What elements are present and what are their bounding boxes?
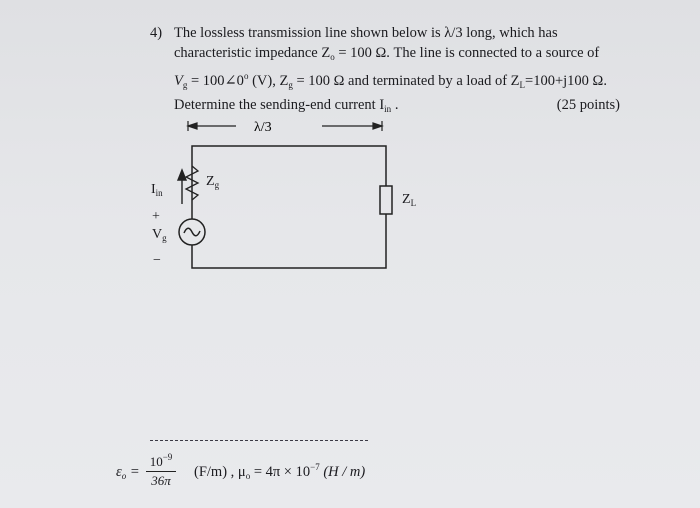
- current-arrow: [178, 170, 186, 204]
- plus-sign: +: [152, 209, 160, 224]
- points-label: (25 points): [556, 96, 620, 113]
- mu-expression: (F/m) , $\mu_o = 4\pi \times 10^{-7}$ (H / m): [194, 462, 366, 481]
- question-number: 4): [150, 25, 163, 41]
- length-dimension-arrow: [188, 121, 382, 131]
- problem-line-2: characteristic impedance $Z_o = 100$ Ω. The line is connected to a source of: [174, 44, 600, 62]
- length-label: λ/3: [254, 120, 272, 135]
- epsilon-symbol: $\varepsilon_o$ =: [116, 464, 140, 481]
- constants-formula: [116, 452, 406, 498]
- minus-sign: −: [153, 253, 161, 268]
- zl-label: $Z_L$: [402, 192, 417, 208]
- epsilon-fraction: $10^{-9}$ 36π: [146, 452, 176, 489]
- vg-label: $V_g$: [152, 227, 167, 243]
- dashed-divider: [150, 440, 368, 441]
- load-resistor: [380, 186, 392, 214]
- zg-label: $Z_g$: [206, 174, 220, 190]
- problem-line-1: 4) The lossless transmission line shown below is λ/3 long, which has: [150, 24, 620, 44]
- iin-label: $I_{in}$: [151, 182, 163, 198]
- problem-line-4: Determine the sending-end current $I_{in}$ . (25 points): [174, 96, 620, 114]
- voltage-source: [179, 200, 205, 246]
- transmission-line-wires: [192, 146, 386, 268]
- problem-line-3: $V_g$ = $100\angle 0^o$ (V), $Z_g = 100$ Ω and terminated by a load of $Z_L=100+j100$ Ω.: [174, 71, 607, 90]
